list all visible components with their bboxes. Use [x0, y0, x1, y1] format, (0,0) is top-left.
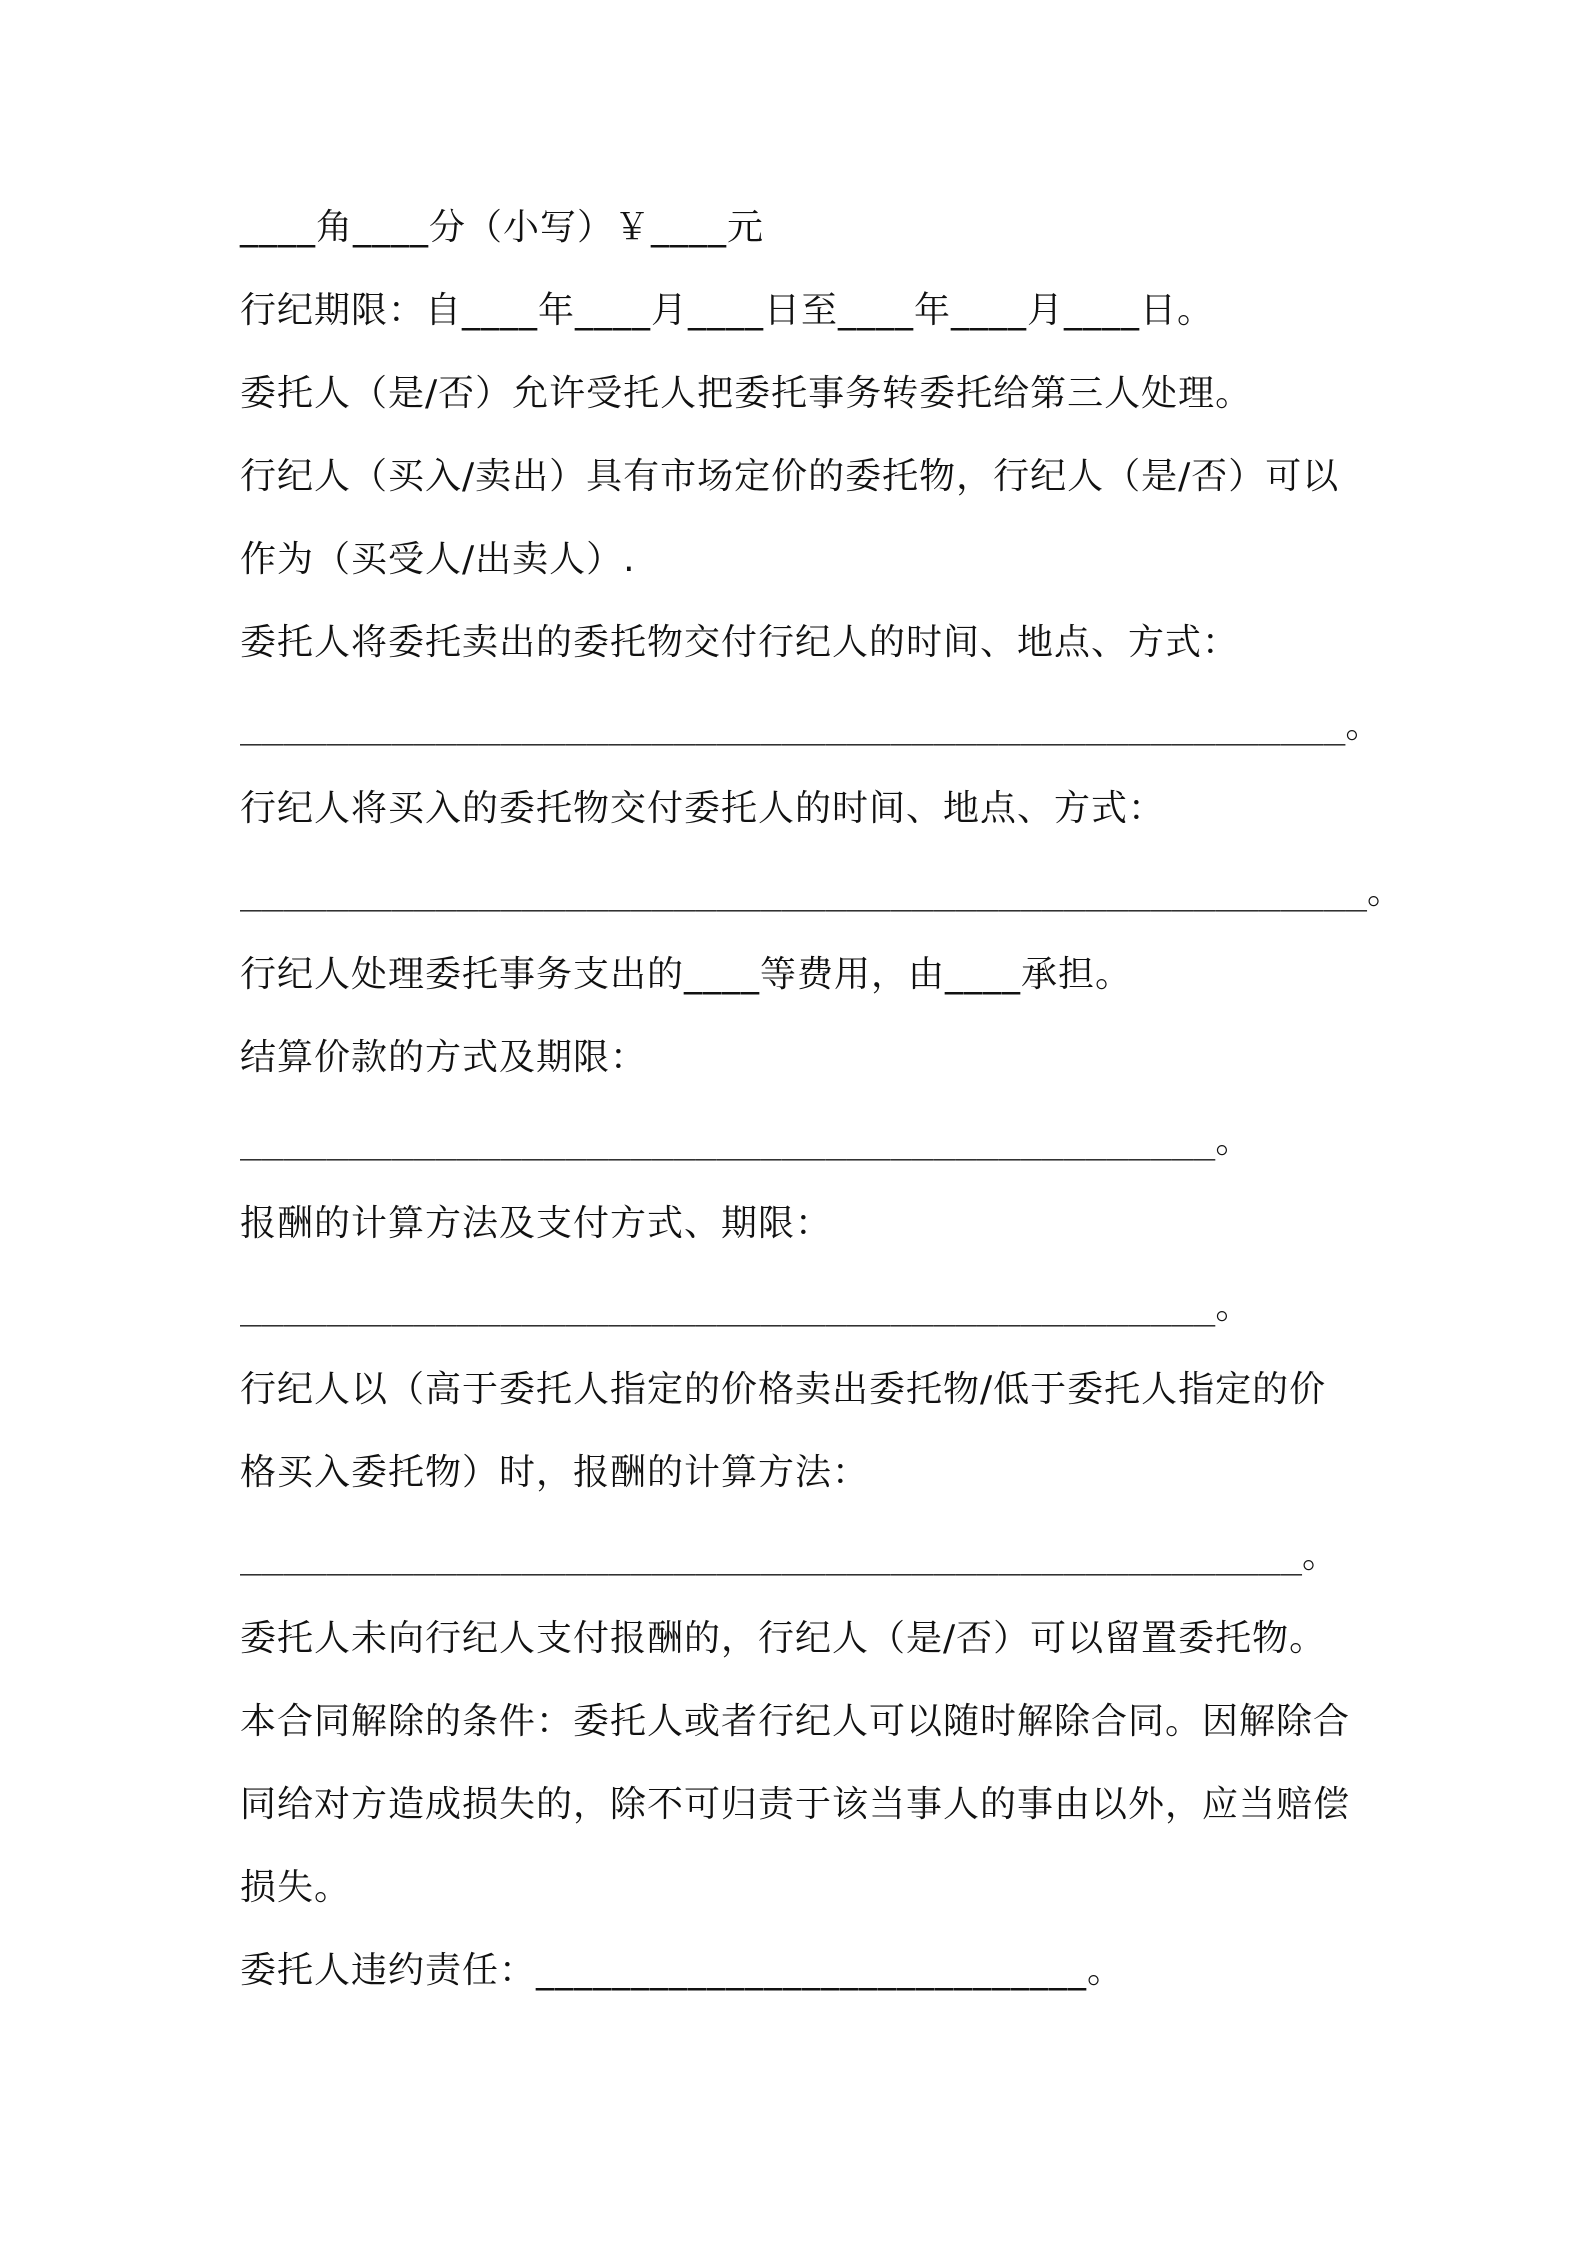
termination-clause: 本合同解除的条件：委托人或者行纪人可以随时解除合同。因解除合: [240, 1701, 1351, 1742]
principal-liability-clause: 委托人违约责任：_____________________________。: [240, 1950, 1125, 1991]
subcontract-clause: 委托人（是/否）允许受托人把委托事务转委托给第三人处理。: [240, 373, 1253, 414]
amount-line: ____角____分（小写）￥____元: [240, 207, 765, 248]
price-difference-clause: 行纪人以（高于委托人指定的价格卖出委托物/低于委托人指定的价: [240, 1369, 1327, 1410]
remuneration-clause: 报酬的计算方法及支付方式、期限：: [240, 1203, 833, 1244]
price-difference-clause-cont: 格买入委托物）时，报酬的计算方法：: [240, 1452, 870, 1493]
delivery-to-agent-blank: ___________________________________________________。: [240, 705, 1382, 746]
termination-clause-cont: 同给对方造成损失的，除不可归责于该当事人的事由以外，应当赔偿: [240, 1784, 1351, 1825]
term-line: 行纪期限：自____年____月____日至____年____月____日。: [240, 290, 1215, 331]
settlement-clause: 结算价款的方式及期限：: [240, 1037, 648, 1078]
expenses-clause: 行纪人处理委托事务支出的____等费用，由____承担。: [240, 954, 1133, 995]
remuneration-blank: _____________________________________________。: [240, 1286, 1252, 1327]
delivery-to-principal-clause: 行纪人将买入的委托物交付委托人的时间、地点、方式：: [240, 788, 1166, 829]
delivery-to-agent-clause: 委托人将委托卖出的委托物交付行纪人的时间、地点、方式：: [240, 622, 1240, 663]
settlement-blank: _____________________________________________。: [240, 1120, 1252, 1161]
termination-clause-end: 损失。: [240, 1867, 352, 1908]
market-price-clause-cont: 作为（买受人/出卖人）.: [240, 539, 636, 580]
delivery-to-principal-blank: ____________________________________________________。: [240, 871, 1404, 912]
price-difference-blank: _________________________________________________。: [240, 1535, 1339, 1576]
market-price-clause: 行纪人（买入/卖出）具有市场定价的委托物，行纪人（是/否）可以: [240, 456, 1340, 497]
lien-clause: 委托人未向行纪人支付报酬的，行纪人（是/否）可以留置委托物。: [240, 1618, 1327, 1659]
